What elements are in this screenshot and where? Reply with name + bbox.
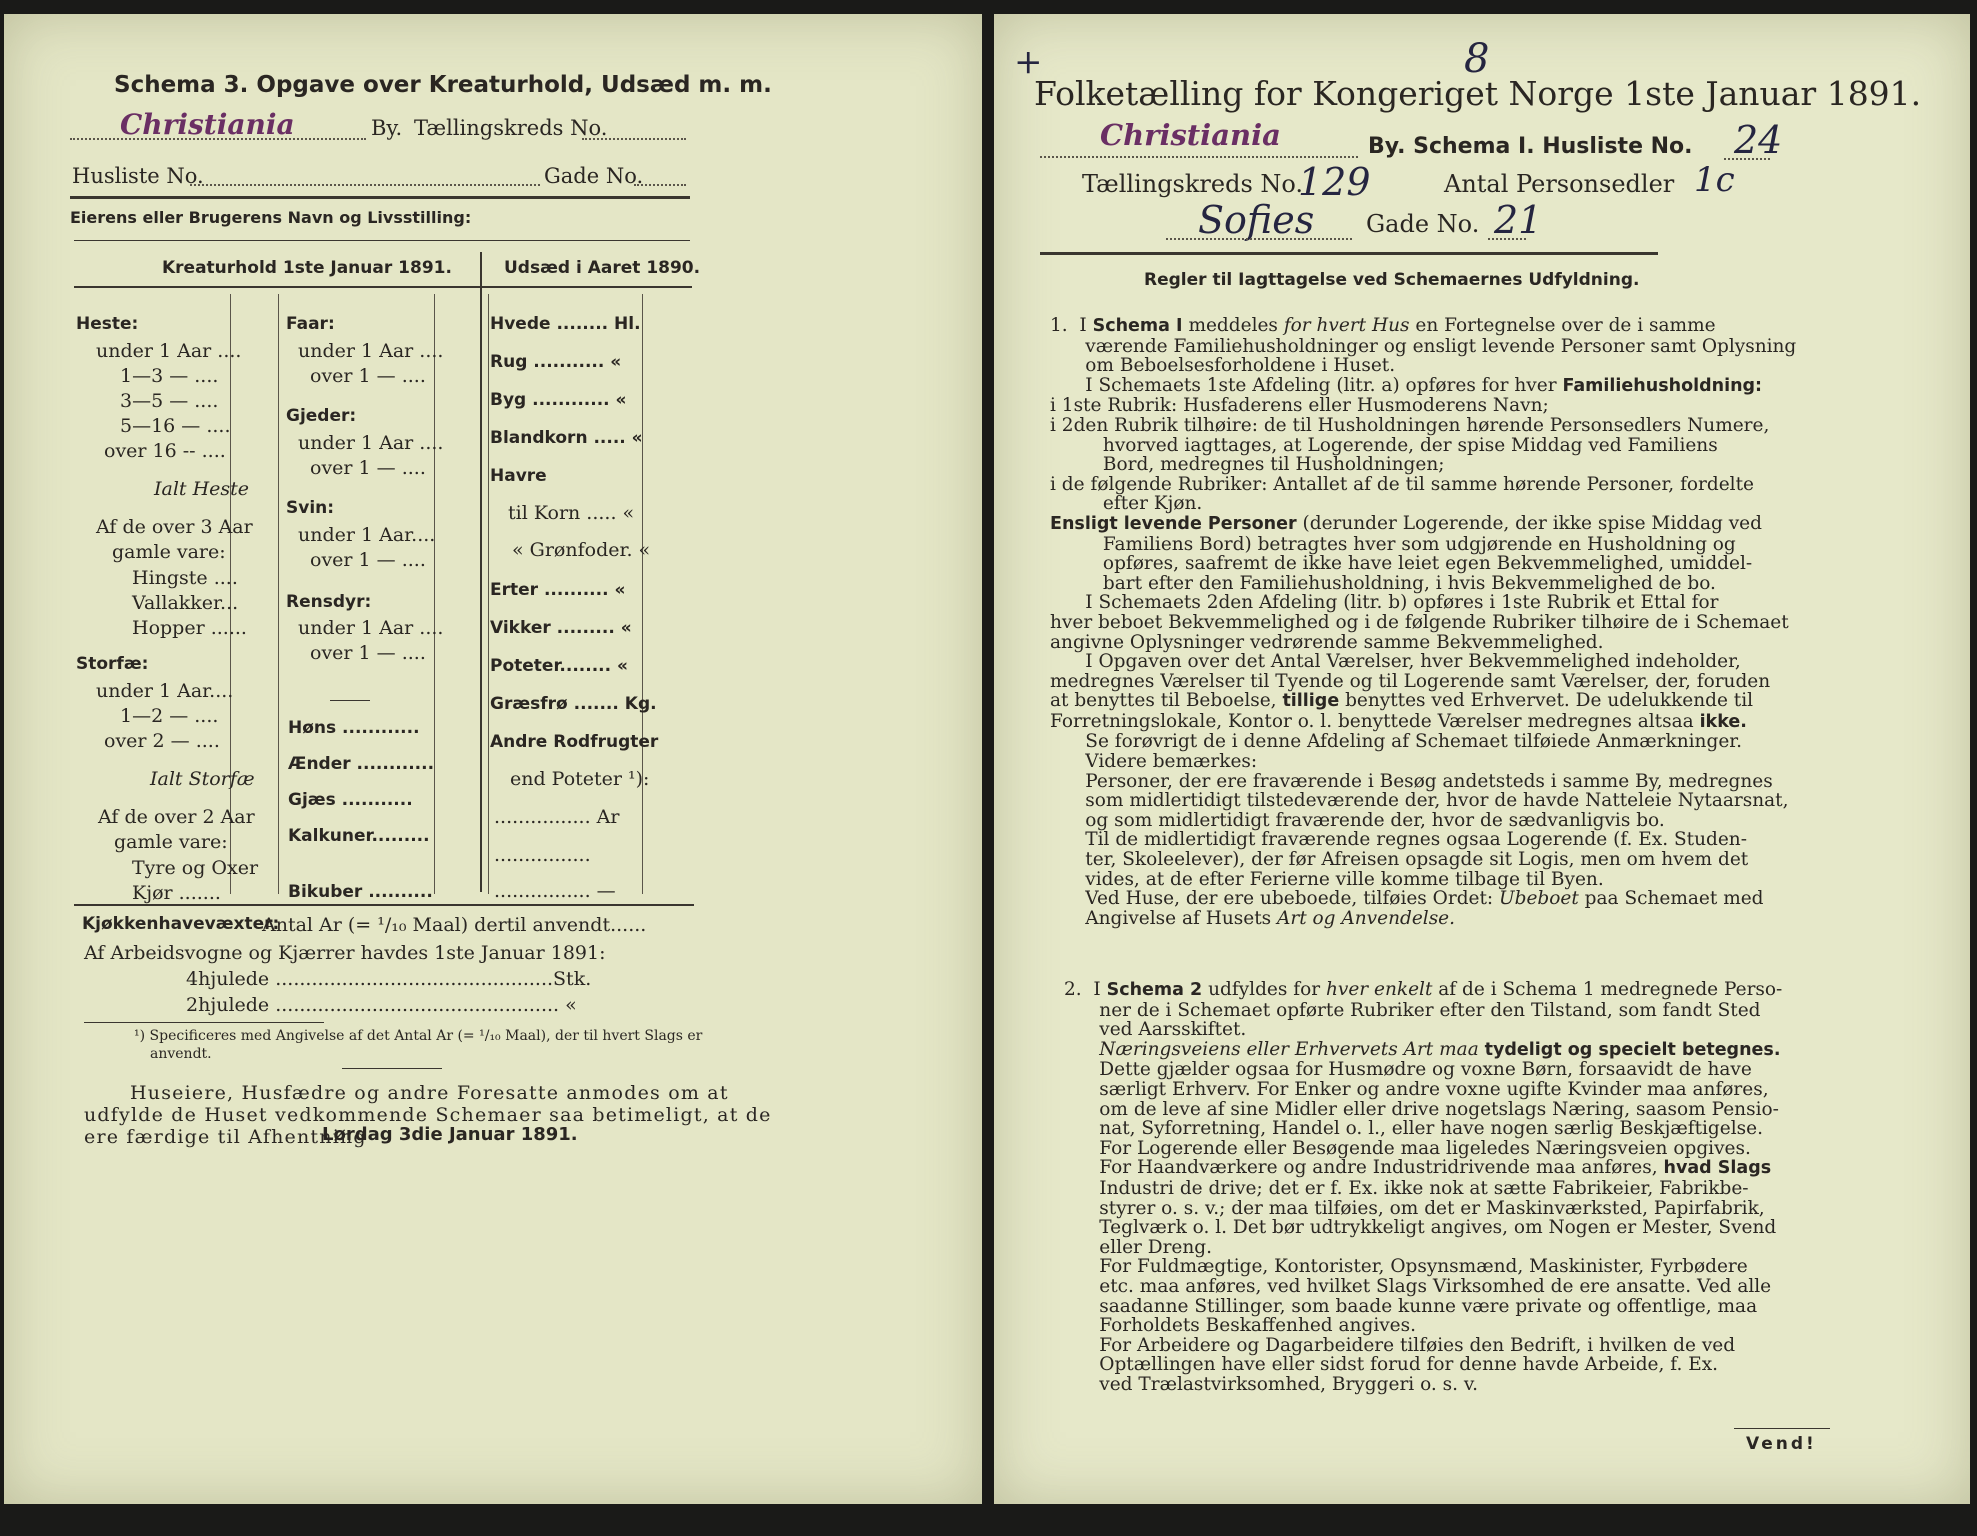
rensdyr-row: over 1 — .... (310, 642, 426, 664)
udsaed-row: ................ (494, 844, 591, 866)
heste-gamle: gamle vare: (112, 541, 226, 563)
antal-value: 1c (1694, 160, 1735, 200)
heste-row: over 16 -- .... (104, 440, 226, 462)
right-page-schema1 (994, 14, 1970, 1504)
udsaed-row: Vikker ......... « (490, 618, 632, 638)
gjeder-title: Gjeder: (286, 406, 357, 426)
closing-text: Huseiere, Husfædre og andre Foresatte anmodes om at (130, 1082, 729, 1104)
storfae-title: Storfæ: (76, 654, 149, 674)
storfae-af: Af de over 2 Aar (98, 806, 255, 828)
heste-row: 5—16 — .... (120, 415, 231, 437)
udsaed-row: Erter .......... « (490, 580, 626, 600)
faar-row: over 1 — .... (310, 365, 426, 387)
udsaed-row: Poteter........ « (490, 656, 628, 676)
storfae-row: under 1 Aar.... (96, 680, 234, 702)
schema3-title: Schema 3. Opgave over Kreaturhold, Udsæd m. m. (114, 72, 772, 98)
footnote: anvendt. (150, 1046, 212, 1062)
street-handwritten: Sofies (1198, 198, 1315, 242)
fugle-row: Gjæs ........... (288, 790, 413, 810)
udsaed-row: end Poteter ¹): (510, 768, 650, 790)
rensdyr-row: under 1 Aar .... (298, 617, 444, 639)
kreds-label: Tællingskreds No. (414, 116, 608, 140)
storfae-sub: Tyre og Oxer (132, 857, 259, 879)
closing-text: ere færdige til Afhentning (84, 1126, 367, 1148)
udsaed-row: Havre (490, 466, 547, 486)
udsaed-row: Hvede ........ Hl. (490, 314, 641, 334)
faar-row: under 1 Aar .... (298, 340, 444, 362)
census-title: Folketælling for Kongeriget Norge 1ste Januar 1891. (1034, 74, 1922, 113)
udsaed-row: Græsfrø ....... Kg. (490, 694, 657, 714)
closing-text: udfylde de Huset vedkommende Schemaer saa betimeligt, at de (84, 1104, 772, 1126)
ialt-storfae: Ialt Storfæ (150, 768, 255, 790)
storfae-row: over 2 — .... (104, 730, 220, 752)
udsaed-row: Byg ............ « (490, 390, 627, 410)
by-label: By. (371, 116, 403, 140)
rensdyr-title: Rensdyr: (286, 592, 372, 612)
city-handwritten: Christiania (1100, 118, 1281, 152)
fugle-row: Høns ............ (288, 718, 420, 738)
hjul2-row: 2hjulede ............................................... « (186, 994, 577, 1016)
udsaed-row: ................ — (494, 880, 616, 902)
kjokken-rest: Antal Ar (= ¹/₁₀ Maal) dertil anvendt...... (262, 914, 647, 936)
by-schema-label: By. Schema I. Husliste No. (1368, 134, 1693, 159)
gade-label: Gade No. (544, 164, 644, 188)
footnote: ¹) Specificeres med Angivelse af det Antal Ar (= ¹/₁₀ Maal), der til hvert Slags er (134, 1028, 703, 1044)
eier-label: Eierens eller Brugerens Navn og Livsstilling: (70, 208, 472, 227)
storfae-gamle: gamle vare: (114, 831, 228, 853)
heste-title: Heste: (76, 314, 139, 334)
pencil-cross-mark: + (1014, 42, 1043, 82)
heste-sub: Hingste .... (132, 567, 238, 589)
rules-section-1: 1. I Schema I meddeles for hvert Hus en Fortegnelse over de i samme værende Familiehusholdninger og ensligt levende Personer samt Oplysning om Beboelsesforholdene i Huset. I Schemaets 1ste Afdeling (litr. a) opføres for hver Familiehusholdning: i 1ste Rubrik: Husfaderens eller Husmoderens Navn; i 2den Rubrik tilhøire: de til Husholdningen hørende Personsedlers Numere, hvorved iagttages, at Logerende, der spise Middag ved Familiens Bord, medregnes til Husholdningen; i de følgende Rubriker: Antallet af de til samme hørende Personer, fordelte efter Kjøn. Ensligt levende Personer (derunder Logerende, der ikke spise Middag ved Familiens Bord) betragtes hver som udgjørende en Husholdning og opføres, saafremt de ikke have leiet egen Bekvemmelighed, umiddel- bart efter den Familiehusholdning, i hvis Bekvemmelighed de bo. I Schemaets 2den Afdeling (litr. b) opføres i 1ste Rubrik et Ettal for hver beboet Bekvemmelighed og i de følgende Rubriker tilhøire de i Schemaet angivne Oplysninger vedrørende samme Bekvemmelighed. I Opgaven over det Antal Værelser, hver Bekvemmelighed indeholder, medregnes Værelser til Tyende og til Logerende samt Værelser, der, foruden at benyttes til Beboelse, tillige benyttes ved Erhvervet. De udelukkende til Forretningslokale, Kontor o. l. benyttede Værelser medregnes altsaa ikke. Se forøvrigt de i denne Afdeling af Schemaet tilføiede Anmærkninger. Videre bemærkes: Personer, der ere fraværende i Besøg andetsteds i samme By, medregnes som midlertidigt tilstedeværende der, hvor de havde Natteleie Nytaarsnat, og som midlertidigt fraværende der, hvor de sædvanligvis bo. Til de midlertidigt fraværende regnes ogsaa Logerende (f. Ex. Studen- ter, Skoleelever), der før Afreisen opsagde sit Logis, men om hvem det vides, at de efter Ferierne ville komme tilbage til Byen. Ved Huse, der ere ubeboede, tilføies Ordet: Ubeboet paa Schemaet med Angivelse af Husets Art og Anvendelse. (1050, 315, 1797, 929)
heste-row: under 1 Aar .... (96, 340, 242, 362)
vend-label: Vend! (1746, 1434, 1817, 1454)
heste-row: 3—5 — .... (120, 390, 219, 412)
antal-label: Antal Personsedler (1444, 170, 1675, 198)
gjeder-row: under 1 Aar .... (298, 432, 444, 454)
kreds-number: 129 (1298, 160, 1371, 204)
husliste-label: Husliste No. (72, 164, 204, 188)
udsaed-row: « Grønfoder. « (512, 539, 651, 561)
storfae-row: 1—2 — .... (120, 705, 219, 727)
udsaed-row: til Korn ..... « (508, 502, 635, 524)
heste-af: Af de over 3 Aar (96, 516, 253, 538)
gade-label: Gade No. (1366, 210, 1480, 238)
heste-sub: Hopper ...... (132, 617, 247, 639)
gjeder-row: over 1 — .... (310, 457, 426, 479)
udsaed-header: Udsæd i Aaret 1890. (504, 258, 701, 278)
city-handwritten: Christiania (120, 108, 295, 141)
heste-row: 1—3 — .... (120, 365, 219, 387)
page-number: 8 (1464, 36, 1490, 82)
fugle-row: Kalkuner......... (288, 826, 430, 846)
udsaed-row: Blandkorn ..... « (490, 428, 643, 448)
kreaturhold-header: Kreaturhold 1ste Januar 1891. (162, 258, 452, 278)
rules-heading: Regler til Iagttagelse ved Schemaernes Udfyldning. (1144, 270, 1640, 290)
ialt-heste: Ialt Heste (154, 478, 250, 500)
kjokken-label: Kjøkkenhavevæxter: (82, 914, 280, 934)
kreds-label: Tællingskreds No. (1082, 170, 1304, 198)
svin-title: Svin: (286, 498, 335, 518)
fugle-row: Bikuber .......... (288, 882, 433, 902)
fugle-row: Ænder ............ (288, 754, 435, 774)
closing-date: Lørdag 3die Januar 1891. (322, 1124, 578, 1145)
gade-number: 21 (1494, 198, 1543, 242)
svin-row: over 1 — .... (310, 549, 426, 571)
storfae-sub: Kjør ....... (132, 882, 221, 904)
faar-title: Faar: (286, 314, 335, 334)
svin-row: under 1 Aar.... (298, 524, 436, 546)
udsaed-row: Andre Rodfrugter (490, 732, 659, 752)
hjul4-row: 4hjulede ..............................................Stk. (186, 968, 592, 990)
udsaed-row: ................ Ar (494, 806, 620, 828)
arbeidsvogne-label: Af Arbeidsvogne og Kjærrer havdes 1ste Januar 1891: (84, 942, 606, 964)
udsaed-row: Rug ........... « (490, 352, 622, 372)
husliste-number: 24 (1734, 118, 1783, 162)
rules-section-2: 2. I Schema 2 udfyldes for hver enkelt af de i Schema 1 medregnede Perso- ner de i Schemaet opførte Rubriker efter den Tilstand, som fandt Sted ved Aarsskiftet. Næringsveiens eller Erhvervets Art maa tydeligt og specielt betegnes. Dette gjælder ogsaa for Husmødre og voxne Børn, forsaavidt de have særligt Erhverv. For Enker og andre voxne ugifte Kvinder maa anføres, om de leve af sine Midler eller drive nogetslags Næring, saasom Pensio- nat, Syforretning, Handel o. l., eller have nogen særlig Beskjæftigelse. For Logerende eller Besøgende maa ligeledes Næringsveien opgives. For Haandværkere og andre Industridrivende maa anføres, hvad Slags Industri de drive; det er f. Ex. ikke nok at sætte Fabrikeier, Fabrikbe- styrer o. s. v.; der maa tilføies, om det er Maskinværksted, Papirfabrik, Teglværk o. l. Det bør udtrykkeligt angives, om Nogen er Mester, Svend eller Dreng. For Fuldmægtige, Kontorister, Opsynsmænd, Maskinister, Fyrbødere etc. maa anføres, ved hvilket Slags Virksomhed de ere ansatte. Ved alle saadanne Stillinger, som baade kunne være private og offentlige, maa Forholdets Beskaffenhed angives. For Arbeidere og Dagarbeidere tilføies den Bedrift, i hvilken de ved Optællingen have eller sidst forud for denne havde Arbeide, f. Ex. ved Trælastvirksomhed, Bryggeri o. s. v. (1064, 979, 1783, 1395)
left-page-schema3 (4, 14, 982, 1504)
heste-sub: Vallakker... (132, 592, 239, 614)
